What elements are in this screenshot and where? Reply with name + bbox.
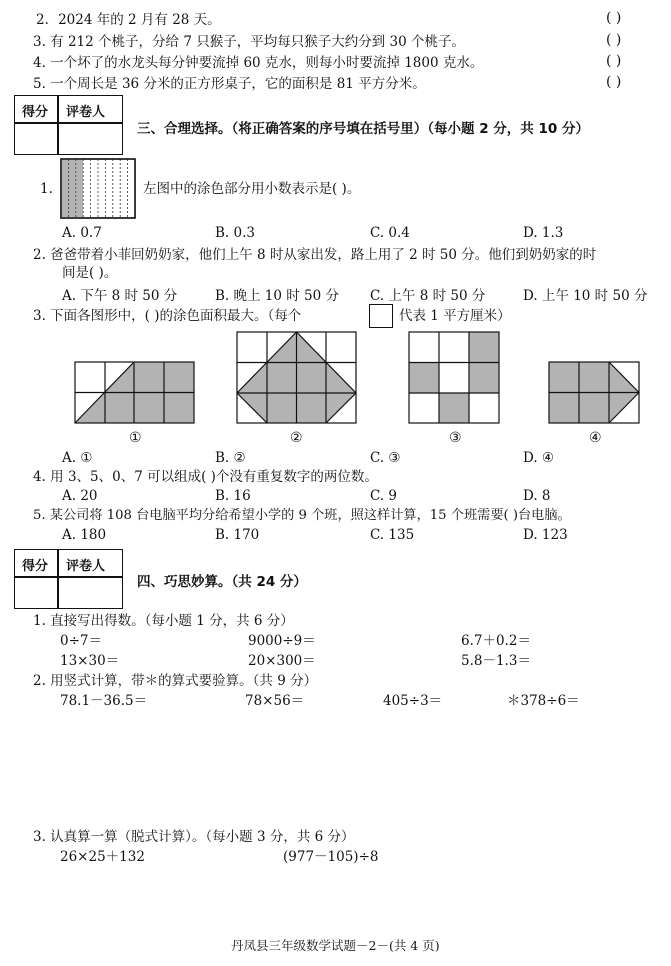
q1-text: 左图中的涂色部分用小数表示是( )。: [143, 181, 361, 197]
figure-1: [74, 361, 196, 425]
q4-option-c[interactable]: C. 9: [370, 488, 398, 504]
q2-text-line2: 间是( )。: [62, 265, 118, 281]
judge-item-5: 5. 一个周长是 36 分米的正方形桌子，它的面积是 81 平方分米。: [33, 76, 426, 92]
figure-2-label: ②: [290, 430, 303, 446]
judge-item-2: 2．2024 年的 2 月有 28 天。: [36, 12, 221, 28]
q5-option-c[interactable]: C. 135: [370, 527, 415, 543]
page-footer: 丹凤县三年级数学试题－2－(共 4 页): [231, 938, 440, 953]
score-box: [14, 549, 123, 609]
judge-answer-paren[interactable]: ( ): [606, 74, 622, 90]
vertical-calc-4: ＊378÷6＝: [507, 693, 580, 709]
figure-4: [548, 361, 641, 425]
q5-option-a[interactable]: A. 180: [62, 527, 107, 543]
score-box: [14, 95, 123, 155]
vertical-calc-3: 405÷3＝: [383, 693, 443, 709]
s4-p1-title: 1. 直接写出得数。（每小题 1 分，共 6 分）: [33, 613, 294, 629]
judge-answer-paren[interactable]: ( ): [606, 53, 622, 69]
figure-4-label: ④: [589, 430, 602, 446]
q3-option-d[interactable]: D. ④: [523, 450, 555, 466]
vertical-calc-2: 78×56＝: [245, 693, 305, 709]
figure-1-label: ①: [129, 430, 142, 446]
q4-option-d[interactable]: D. 8: [523, 488, 551, 504]
q2-option-d[interactable]: D. 上午 10 时 50 分: [523, 288, 648, 304]
judge-item-4: 4. 一个坏了的水龙头每分钟要流掉 60 克水，则每小时要流掉 1800 克水。: [33, 55, 484, 71]
q5-text: 5. 某公司将 108 台电脑平均分给希望小学的 9 个班，照这样计算，15 个班需要( )台电脑。: [33, 508, 571, 523]
q3-option-c[interactable]: C. ③: [370, 450, 401, 466]
decimal-strip-figure: [60, 158, 136, 219]
q1-option-b[interactable]: B. 0.3: [215, 225, 255, 241]
q2-text-line1: 2. 爸爸带着小菲回奶奶家，他们上午 8 时从家出发，路上用了 2 时 50 分。他们到奶奶家的时: [33, 247, 597, 263]
grader-label: 评卷人: [66, 105, 106, 120]
q5-option-d[interactable]: D. 123: [523, 527, 568, 543]
mental-calc-5: 20×300＝: [248, 653, 316, 669]
section-3-title: 三、合理选择。（将正确答案的序号填在括号里）（每小题 2 分，共 10 分）: [137, 121, 589, 137]
q2-option-b[interactable]: B. 晚上 10 时 50 分: [215, 288, 340, 304]
q4-text: 4. 用 3、5、0、7 可以组成( )个没有重复数字的两位数。: [33, 469, 378, 485]
q1-option-a[interactable]: A. 0.7: [62, 225, 102, 241]
step-calc-1: 26×25＋132: [60, 849, 145, 865]
grader-label: 评卷人: [66, 559, 106, 574]
mental-calc-1: 0÷7＝: [60, 633, 102, 649]
q4-option-a[interactable]: A. 20: [62, 488, 98, 504]
mental-calc-6: 5.8－1.3＝: [461, 653, 531, 669]
figure-3: [408, 331, 500, 425]
s4-p2-title: 2. 用竖式计算，带＊的算式要验算。（共 9 分）: [33, 673, 318, 689]
judge-answer-paren[interactable]: ( ): [606, 32, 622, 48]
q2-option-a[interactable]: A. 下午 8 时 50 分: [62, 288, 178, 304]
judge-item-3: 3. 有 212 个桃子，分给 7 只猴子，平均每只猴子大约分到 30 个桃子。: [33, 34, 465, 50]
q4-option-b[interactable]: B. 16: [215, 488, 251, 504]
unit-square-icon: [369, 304, 393, 328]
figure-3-label: ③: [449, 430, 462, 446]
score-label: 得分: [22, 559, 49, 574]
vertical-calc-1: 78.1－36.5＝: [60, 693, 148, 709]
q1-number: 1.: [40, 181, 53, 197]
section-4-title: 四、巧思妙算。（共 24 分）: [137, 574, 307, 590]
q3-text-unit: 代表 1 平方厘米）: [399, 308, 511, 324]
mental-calc-3: 6.7＋0.2＝: [461, 633, 531, 649]
step-calc-2: (977－105)÷8: [283, 849, 379, 865]
mental-calc-4: 13×30＝: [60, 653, 120, 669]
q2-option-c[interactable]: C. 上午 8 时 50 分: [370, 288, 486, 304]
judge-answer-paren[interactable]: ( ): [606, 10, 622, 26]
q3-text: 3. 下面各图形中，( )的涂色面积最大。（每个: [33, 308, 302, 324]
figure-2: [236, 331, 358, 425]
mental-calc-2: 9000÷9＝: [248, 633, 316, 649]
q3-option-b[interactable]: B. ②: [215, 450, 246, 466]
q1-option-c[interactable]: C. 0.4: [370, 225, 410, 241]
score-label: 得分: [22, 105, 49, 120]
s4-p3-title: 3. 认真算一算（脱式计算）。（每小题 3 分，共 6 分）: [33, 829, 355, 845]
q3-option-a[interactable]: A. ①: [62, 450, 93, 466]
q5-option-b[interactable]: B. 170: [215, 527, 260, 543]
q1-option-d[interactable]: D. 1.3: [523, 225, 564, 241]
